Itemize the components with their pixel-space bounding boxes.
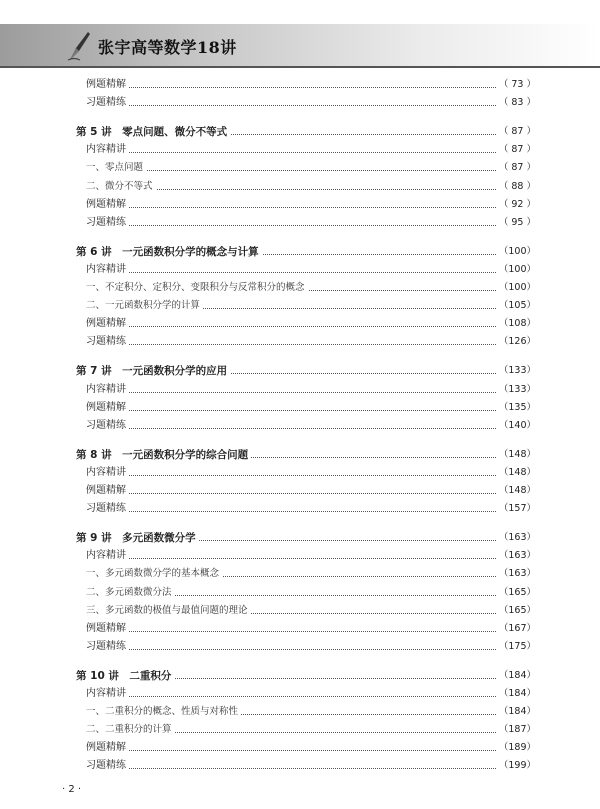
toc-entry-page: （187） bbox=[496, 721, 536, 739]
toc-entry-label: 例题精解 bbox=[86, 315, 129, 333]
toc-entry-label: 第 10 讲 二重积分 bbox=[76, 667, 174, 685]
toc-entry-label: 第 9 讲 多元函数微分学 bbox=[76, 529, 199, 547]
toc-entry-page: （189） bbox=[496, 739, 536, 757]
toc-entry-label: 例题精解 bbox=[86, 196, 129, 214]
dot-leader bbox=[86, 649, 534, 650]
toc-entry-label: 习题精练 bbox=[86, 757, 129, 775]
toc-entry-label: 二、一元函数积分学的计算 bbox=[86, 297, 203, 315]
dot-leader bbox=[86, 475, 534, 476]
toc-entry-label: 二、多元函数微分法 bbox=[86, 584, 175, 602]
toc-entry-label: 一、不定积分、定积分、变限积分与反常积分的概念 bbox=[86, 279, 308, 297]
toc-section-row[interactable] bbox=[0, 381, 600, 399]
dot-leader bbox=[86, 87, 534, 88]
toc-entry-page: （100） bbox=[496, 243, 536, 261]
toc-subsection-row[interactable] bbox=[0, 159, 600, 177]
dot-leader bbox=[86, 558, 534, 559]
toc-entry-page: （184） bbox=[496, 685, 536, 703]
dot-leader bbox=[86, 170, 534, 171]
toc-entry-label: 例题精解 bbox=[86, 482, 129, 500]
toc-entry-label: 例题精解 bbox=[86, 76, 129, 94]
toc-entry-page: （165） bbox=[496, 584, 536, 602]
toc-subsection-row[interactable] bbox=[0, 721, 600, 739]
toc-subsection-row[interactable] bbox=[0, 602, 600, 620]
toc-entry-label: 习题精练 bbox=[86, 417, 129, 435]
toc-section-row[interactable] bbox=[0, 757, 600, 775]
toc-entry-page: （ 87 ） bbox=[496, 141, 536, 159]
toc-entry-label: 二、微分不等式 bbox=[86, 178, 156, 196]
book-title: 张宇高等数学18讲 bbox=[98, 38, 237, 57]
dot-leader bbox=[86, 392, 534, 393]
page-number: · 2 · bbox=[62, 784, 82, 795]
toc-entry-label: 内容精讲 bbox=[86, 547, 129, 565]
toc-section-row[interactable] bbox=[0, 76, 600, 94]
toc-entry-label: 例题精解 bbox=[86, 620, 129, 638]
toc-entry-label: 例题精解 bbox=[86, 739, 129, 757]
toc-entry-label: 内容精讲 bbox=[86, 381, 129, 399]
toc-entry-label: 习题精练 bbox=[86, 214, 129, 232]
toc-entry-label: 第 5 讲 零点问题、微分不等式 bbox=[76, 123, 230, 141]
toc-entry-label: 习题精练 bbox=[86, 333, 129, 351]
toc-entry-page: （ 87 ） bbox=[496, 159, 536, 177]
toc-entry-page: （ 73 ） bbox=[496, 76, 536, 94]
dot-leader bbox=[86, 631, 534, 632]
toc-section-row[interactable] bbox=[0, 214, 600, 232]
toc-entry-label: 三、多元函数的极值与最值问题的理论 bbox=[86, 602, 251, 620]
toc-subsection-row[interactable] bbox=[0, 297, 600, 315]
dot-leader bbox=[86, 428, 534, 429]
header-rule bbox=[0, 66, 600, 68]
toc-section-row[interactable] bbox=[0, 261, 600, 279]
toc-entry-label: 内容精讲 bbox=[86, 261, 129, 279]
toc-section-row[interactable] bbox=[0, 417, 600, 435]
toc-entry-page: （140） bbox=[496, 417, 536, 435]
toc-entry-page: （165） bbox=[496, 602, 536, 620]
toc-subsection-row[interactable] bbox=[0, 565, 600, 583]
toc-entry-page: （184） bbox=[496, 667, 536, 685]
toc-entry-page: （148） bbox=[496, 482, 536, 500]
dot-leader bbox=[86, 410, 534, 411]
toc-entry-page: （108） bbox=[496, 315, 536, 333]
dot-leader bbox=[86, 511, 534, 512]
toc-section-row[interactable] bbox=[0, 196, 600, 214]
toc-entry-page: （163） bbox=[496, 565, 536, 583]
toc-entry-label: 内容精讲 bbox=[86, 464, 129, 482]
toc-chapter-row[interactable] bbox=[0, 446, 600, 464]
toc-subsection-row[interactable] bbox=[0, 279, 600, 297]
toc-section-row[interactable] bbox=[0, 315, 600, 333]
toc-section-row[interactable] bbox=[0, 482, 600, 500]
toc-section-row[interactable] bbox=[0, 94, 600, 112]
toc-entry-label: 习题精练 bbox=[86, 94, 129, 112]
toc-section-row[interactable] bbox=[0, 638, 600, 656]
dot-leader bbox=[86, 493, 534, 494]
toc-entry-page: （199） bbox=[496, 757, 536, 775]
toc-entry-label: 习题精练 bbox=[86, 500, 129, 518]
toc-entry-page: （163） bbox=[496, 529, 536, 547]
dot-leader bbox=[86, 105, 534, 106]
toc-section-row[interactable] bbox=[0, 739, 600, 757]
toc-entry-page: （148） bbox=[496, 464, 536, 482]
toc-entry-label: 一、零点问题 bbox=[86, 159, 146, 177]
dot-leader bbox=[86, 696, 534, 697]
toc-subsection-row[interactable] bbox=[0, 178, 600, 196]
dot-leader bbox=[86, 207, 534, 208]
toc-entry-page: （ 95 ） bbox=[496, 214, 536, 232]
toc-section-row[interactable] bbox=[0, 333, 600, 351]
toc-section-row[interactable] bbox=[0, 620, 600, 638]
toc-section-row[interactable] bbox=[0, 464, 600, 482]
toc-chapter-row[interactable] bbox=[0, 529, 600, 547]
toc-entry-page: （163） bbox=[496, 547, 536, 565]
toc-entry-label: 习题精练 bbox=[86, 638, 129, 656]
toc-entry-page: （157） bbox=[496, 500, 536, 518]
toc-entry-page: （148） bbox=[496, 446, 536, 464]
toc-section-row[interactable] bbox=[0, 141, 600, 159]
toc-entry-label: 内容精讲 bbox=[86, 141, 129, 159]
toc-entry-page: （135） bbox=[496, 399, 536, 417]
pen-nib-icon bbox=[66, 30, 92, 62]
toc-entry-page: （133） bbox=[496, 381, 536, 399]
toc-entry-label: 一、多元函数微分学的基本概念 bbox=[86, 565, 222, 583]
toc-chapter-row[interactable] bbox=[0, 243, 600, 261]
toc-entry-page: （ 92 ） bbox=[496, 196, 536, 214]
toc-entry-page: （126） bbox=[496, 333, 536, 351]
toc-entry-page: （167） bbox=[496, 620, 536, 638]
toc-entry-page: （ 83 ） bbox=[496, 94, 536, 112]
toc-entry-page: （ 87 ） bbox=[496, 123, 536, 141]
toc-section-row[interactable] bbox=[0, 399, 600, 417]
toc-entry-label: 第 7 讲 一元函数积分学的应用 bbox=[76, 362, 230, 380]
toc-entry-page: （ 88 ） bbox=[496, 178, 536, 196]
toc-chapter-row[interactable] bbox=[0, 362, 600, 380]
toc-chapter-row[interactable] bbox=[0, 667, 600, 685]
toc-entry-page: （184） bbox=[496, 703, 536, 721]
toc-entry-page: （100） bbox=[496, 279, 536, 297]
dot-leader bbox=[86, 152, 534, 153]
toc-section-row[interactable] bbox=[0, 685, 600, 703]
dot-leader bbox=[86, 750, 534, 751]
toc-entry-label: 一、二重积分的概念、性质与对称性 bbox=[86, 703, 241, 721]
toc-entry-label: 第 8 讲 一元函数积分学的综合问题 bbox=[76, 446, 251, 464]
toc-entry-label: 第 6 讲 一元函数积分学的概念与计算 bbox=[76, 243, 262, 261]
toc-subsection-row[interactable] bbox=[0, 703, 600, 721]
toc-entry-page: （100） bbox=[496, 261, 536, 279]
toc-entry-label: 二、二重积分的计算 bbox=[86, 721, 175, 739]
toc-entry-label: 内容精讲 bbox=[86, 685, 129, 703]
toc-section-row[interactable] bbox=[0, 547, 600, 565]
toc-section-row[interactable] bbox=[0, 500, 600, 518]
dot-leader bbox=[86, 768, 534, 769]
toc-entry-page: （105） bbox=[496, 297, 536, 315]
toc-entry-label: 例题精解 bbox=[86, 399, 129, 417]
dot-leader bbox=[86, 225, 534, 226]
page-header bbox=[0, 24, 600, 68]
dot-leader bbox=[86, 326, 534, 327]
toc-entry-page: （133） bbox=[496, 362, 536, 380]
toc-entry-page: （175） bbox=[496, 638, 536, 656]
toc-chapter-row[interactable] bbox=[0, 123, 600, 141]
dot-leader bbox=[86, 272, 534, 273]
dot-leader bbox=[86, 344, 534, 345]
toc-subsection-row[interactable] bbox=[0, 584, 600, 602]
